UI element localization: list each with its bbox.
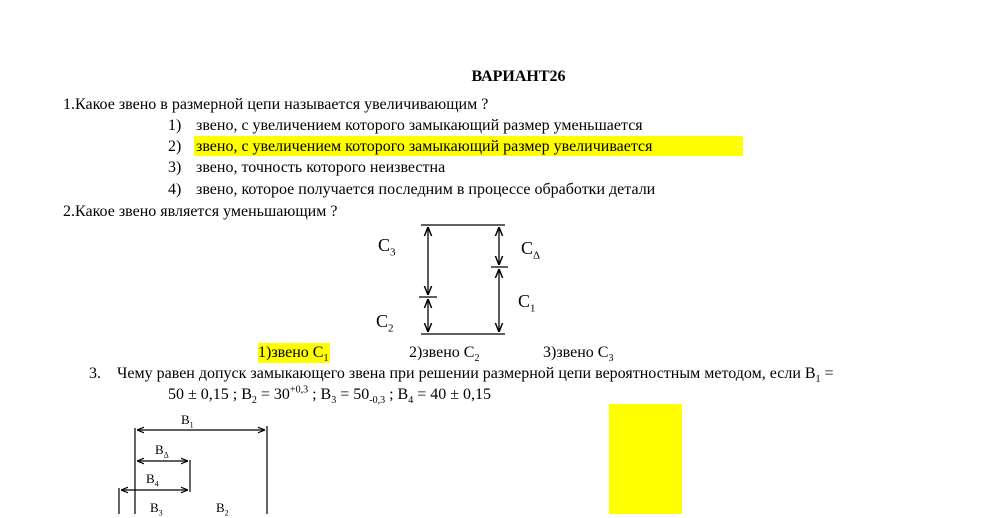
label-c3: $C_3$ [378,235,396,259]
question-3-line-2: 50 ± 0,15 ; $B_2 = 30^{+0,3}$ ; $B_3 = 50_{-0,3}$ ; $B_4 = 40 \pm 0,15$ [168,384,492,407]
label-b4: $B_4$ [146,471,159,489]
question-1-text: 1.Какое звено в размерной цепи называется увеличивающим ? [63,96,489,113]
question-3-line-1: Чему равен допуск замыкающего звена при решении размерной цепи вероятностным методом, если $B_1$ = [117,365,834,386]
answer-highlight-box [609,404,682,514]
page-title: ВАРИАНТ26 [471,68,566,85]
label-b1: $B_1$ [181,412,194,430]
q2-answer-1: 1)звено $C_1$ [258,344,329,365]
q1-option-2-num: 2) [168,138,182,155]
q1-option-4-text: звено, которое получается последним в процессе обработки детали [196,181,656,198]
q1-option-3-text: звено, точность которого неизвестна [196,159,446,176]
q1-option-1-num: 1) [168,117,182,134]
label-c1: $C_1$ [518,291,536,315]
label-c-delta: $C_\Delta$ [521,238,541,262]
q1-option-1-text: звено, с увеличением которого замыкающий размер уменьшается [196,117,643,134]
question-3-num: 3. [89,365,101,382]
q1-option-3-num: 3) [168,159,182,176]
label-b3: $B_3$ [150,500,163,518]
q2-answer-3: 3)звено $C_3$ [543,344,614,365]
question-2-text: 2.Какое звено является уменьшающим ? [63,203,338,220]
q1-option-2-text: звено, с увеличением которого замыкающий размер увеличивается [196,138,653,155]
q1-option-4-num: 4) [168,181,182,198]
label-c2: $C_2$ [376,311,394,335]
q2-answer-2: 2)звено $C_2$ [409,344,480,365]
label-b-delta: $B_\Delta$ [155,442,169,460]
label-b2: $B_2$ [216,500,229,518]
